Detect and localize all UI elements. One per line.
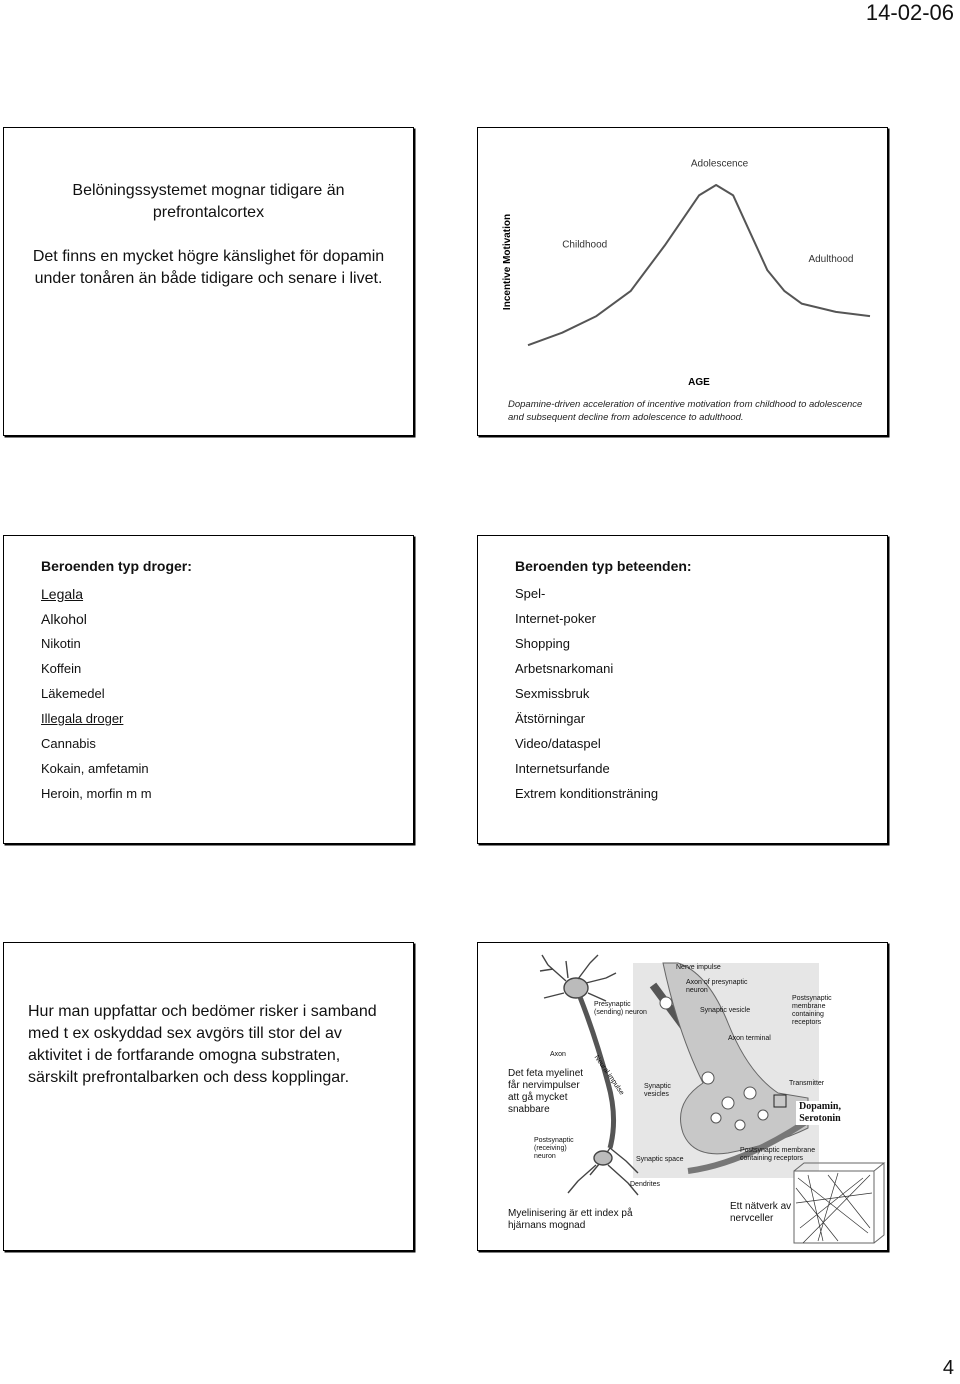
note-myelinisering: Myelinisering är ett index på hjärnans mognad <box>508 1208 633 1231</box>
chart-caption: Dopamine-driven acceleration of incentive motivation from childhood to adolescence and subsequent decline from adolescence to adulthood. <box>508 399 863 423</box>
list-item: Video/dataspel <box>515 736 601 751</box>
label-neural-impulse: Neural impulse <box>592 1054 626 1097</box>
list-item: Internet-poker <box>515 611 596 626</box>
behavior-list <box>515 558 692 811</box>
header-date: 14-02-06 <box>865 0 954 25</box>
label-axon: Axon <box>550 1051 566 1058</box>
label-presynaptic: Presynaptic (sending) neuron <box>594 1001 647 1016</box>
risk-text: Hur man uppfattar och bedömer risker i samband med t ex oskyddad sex avgörs till stor del av aktivitet i de fortfarande omogna substraten, särskilt prefrontalbarken och dess kopplingar. <box>28 1003 377 1086</box>
page-number: 4 <box>942 1357 954 1379</box>
slide-5 <box>3 942 414 1251</box>
label-axon-of-presynaptic: Axon of presynaptic neuron <box>686 979 748 994</box>
label-postsynaptic-membrane-2: Postsynaptic membrane containing receptors <box>740 1147 816 1162</box>
list-item: Extrem konditionsträning <box>515 786 659 801</box>
slide-1-line-1: Belöningssystemet mognar tidigare än prefrontalcortex <box>72 182 345 221</box>
annotation-adolescence: Adolescence <box>690 158 749 170</box>
list-item: Spel- <box>515 586 546 601</box>
slide-4 <box>477 535 888 844</box>
drug-list <box>41 558 192 811</box>
list-item: Internetsurfande <box>515 761 610 776</box>
list-item: Legala <box>41 586 84 602</box>
label-axon-terminal: Axon terminal <box>728 1035 771 1042</box>
list-item: Nikotin <box>41 636 81 651</box>
slide-6 <box>477 942 888 1251</box>
list-item: Ätstörningar <box>515 711 586 726</box>
slide-2 <box>477 127 888 436</box>
drug-list-title: Beroenden typ droger: <box>41 558 192 574</box>
note-dopamin: Dopamin, Serotonin <box>796 1101 844 1125</box>
neural-network-cube <box>794 1163 884 1243</box>
label-synaptic-vesicles: Synaptic vesicles <box>644 1083 671 1098</box>
x-axis-label: AGE <box>688 377 710 388</box>
incentive-curve <box>528 185 870 345</box>
list-item: Cannabis <box>41 736 96 751</box>
slide-1-line-2: Det finns en mycket högre känslighet för dopamin under tonåren än både tidigare och senare i livet. <box>32 248 385 287</box>
label-dendrites: Dendrites <box>630 1181 660 1188</box>
label-synaptic-vesicle: Synaptic vesicle <box>700 1007 751 1014</box>
label-postsynaptic-receiving: Postsynaptic (receiving) neuron <box>534 1137 574 1160</box>
slide-3 <box>3 535 414 844</box>
label-transmitter: Transmitter <box>789 1080 825 1087</box>
list-item: Koffein <box>41 661 82 676</box>
list-item: Alkohol <box>41 611 87 627</box>
list-item: Sexmissbruk <box>515 686 590 701</box>
list-item: Heroin, morfin m m <box>41 786 152 801</box>
annotation-adulthood: Adulthood <box>808 254 854 265</box>
annotation-childhood: Childhood <box>562 239 608 251</box>
behavior-list-title: Beroenden typ beteenden: <box>515 558 692 574</box>
incentive-chart <box>478 128 886 388</box>
list-item: Shopping <box>515 636 570 651</box>
label-nerve-impulse: Nerve impulse <box>676 964 721 971</box>
label-postsynaptic-membrane: Postsynaptic membrane containing receptors <box>792 995 832 1026</box>
list-item: Arbetsnarkomani <box>515 661 614 676</box>
y-axis-label: Incentive Motivation <box>502 213 513 311</box>
note-network: Ett nätverk av nervceller <box>730 1201 792 1224</box>
label-synaptic-space: Synaptic space <box>636 1156 684 1163</box>
list-item: Kokain, amfetamin <box>41 761 149 776</box>
slide-1 <box>3 127 414 436</box>
note-myelin: Det feta myelinet får nervimpulser att gå mycket snabbare <box>508 1068 586 1116</box>
list-item: Illegala droger <box>41 711 124 726</box>
list-item: Läkemedel <box>41 686 105 701</box>
